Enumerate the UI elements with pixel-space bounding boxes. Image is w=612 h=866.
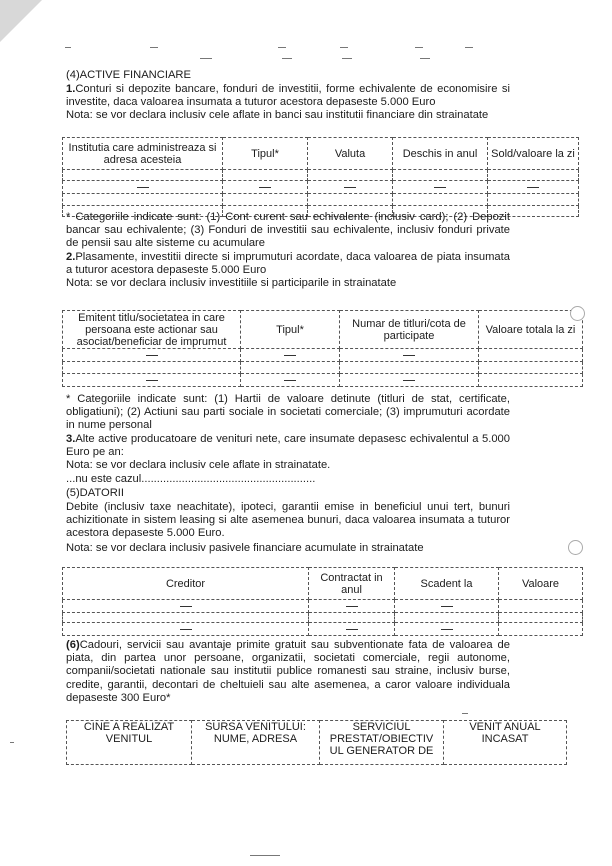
col-header-recipient: CINE A REALIZAT VENITUL bbox=[67, 721, 192, 765]
table-header-row bbox=[67, 721, 567, 765]
section-4-item-3-value: ...nu este cazul........................................................ bbox=[66, 473, 316, 485]
scan-mark bbox=[150, 47, 158, 48]
scan-mark bbox=[250, 855, 280, 856]
item-3-text: Alte active producatoare de venituri nete, care insumate depasesc echivalentul a 5.000 Euro pe an: bbox=[66, 433, 510, 459]
col-header-shares: Numar de titluri/cota de participate bbox=[340, 311, 479, 349]
col-header-annual-income: VENIT ANUAL INCASAT bbox=[444, 721, 567, 765]
table-row bbox=[63, 194, 579, 206]
col-header-contracted-year: Contractat in anul bbox=[309, 568, 395, 600]
table-row bbox=[63, 349, 583, 362]
col-header-type: Tipul* bbox=[223, 138, 308, 170]
table-row bbox=[63, 600, 583, 613]
table-header-row bbox=[63, 568, 583, 600]
item-2-text: Plasamente, investitii directe si imprumuturi acordate, daca valoarea de piata insumata a tuturor acestora depaseste 5.000 Euro bbox=[66, 251, 510, 277]
scan-mark bbox=[282, 58, 292, 59]
section-4-item-2-note: Nota: se vor declara inclusiv investitiile si participarile in strainatate bbox=[66, 277, 397, 289]
scan-mark bbox=[415, 47, 423, 48]
section-4-item-3 bbox=[66, 433, 510, 459]
col-header-type: Tipul* bbox=[241, 311, 340, 349]
col-header-total-value: Valoare totala la zi bbox=[479, 311, 583, 349]
section-6-body: Cadouri, servicii sau avantaje primite gratuit sau subventionate fata de valoarea de piata, din partea unor persoane, organizatii, societati comerciale, regii autonome, companii/societati nationale sau institutii publice romanesti sau straine, inclusiv burse, credite, garantii, decontari de cheltuieli sau alte asemenea, a caror valoare individuala depaseste 300 Euro* bbox=[66, 639, 510, 704]
item-2-number: 2. bbox=[66, 251, 76, 263]
col-header-balance: Sold/valoare la zi bbox=[488, 138, 579, 170]
gifts-table bbox=[66, 720, 567, 765]
table-row bbox=[63, 623, 583, 636]
scan-mark bbox=[420, 58, 430, 59]
col-header-institution: Institutia care administreaza si adresa acesteia bbox=[63, 138, 223, 170]
col-header-value: Valoare bbox=[499, 568, 583, 600]
scan-mark bbox=[65, 47, 71, 48]
table-header-row bbox=[63, 138, 579, 170]
punch-hole bbox=[570, 306, 585, 321]
table-row bbox=[63, 181, 579, 194]
debts-table bbox=[62, 567, 583, 636]
section-4-item-1-note: Nota: se vor declara inclusiv cele aflate in banci sau institutii financiare din strainatate bbox=[66, 109, 489, 121]
investments-table bbox=[62, 310, 583, 387]
item-1-text: Conturi si depozite bancare, fonduri de investitii, forme echivalente de economisire si investite, daca valoarea insumata a tuturor acestora depaseste 5.000 Euro bbox=[66, 83, 510, 109]
col-header-creditor: Creditor bbox=[63, 568, 309, 600]
scan-mark bbox=[465, 47, 473, 48]
scan-mark bbox=[10, 742, 14, 743]
table-row bbox=[63, 170, 579, 181]
footnote-investment-categories: * Categoriile indicate sunt: (1) Hartii de valoare detinute (titluri de stat, certificate, obligatiuni); (2) Actiuni sau parti sociale in societati comerciale; (3) imprumuturi acordate in nume personal bbox=[66, 393, 510, 432]
table-row bbox=[63, 613, 583, 623]
section-5-text: Debite (inclusiv taxe neachitate), ipoteci, garantii emise in beneficiul unui tert, bunuri achizitionate in sistem leasing si alte asemenea bunuri, daca valoarea insumata a tuturor acestora depaseste 5.000 Euro. bbox=[66, 501, 510, 540]
item-1-number: 1. bbox=[66, 83, 76, 95]
scan-corner-shadow bbox=[0, 0, 42, 42]
col-header-currency: Valuta bbox=[308, 138, 393, 170]
scan-mark bbox=[200, 58, 212, 59]
scan-mark bbox=[340, 47, 348, 48]
section-6-text bbox=[66, 639, 510, 705]
section-5-title: (5)DATORII bbox=[66, 487, 125, 499]
col-header-opened-year: Deschis in anul bbox=[393, 138, 488, 170]
table-header-row bbox=[63, 311, 583, 349]
table-row bbox=[63, 362, 583, 374]
scan-mark bbox=[462, 713, 468, 714]
section-5-note: Nota: se vor declara inclusiv pasivele financiare acumulate in strainatate bbox=[66, 542, 424, 554]
col-header-due-date: Scadent la bbox=[395, 568, 499, 600]
col-header-issuer: Emitent titlu/societatea in care persoana este actionar sau asociat/beneficiar de imprumut bbox=[63, 311, 241, 349]
col-header-income-source: SURSA VENITULUI: NUME, ADRESA bbox=[192, 721, 320, 765]
scan-mark bbox=[342, 58, 352, 59]
table-row bbox=[63, 374, 583, 387]
col-header-service: SERVICIUL PRESTAT/OBIECTIV UL GENERATOR DE bbox=[320, 721, 444, 765]
section-4-item-1 bbox=[66, 83, 510, 109]
scan-mark bbox=[278, 47, 286, 48]
section-4-title: (4)ACTIVE FINANCIARE bbox=[66, 69, 191, 81]
section-4-item-3-note: Nota: se vor declara inclusiv cele aflate in strainatate. bbox=[66, 459, 331, 471]
section-4-item-2 bbox=[66, 251, 510, 277]
section-6-number: (6) bbox=[66, 639, 80, 651]
punch-hole bbox=[568, 540, 583, 555]
item-3-number: 3. bbox=[66, 433, 76, 445]
bank-accounts-table bbox=[62, 137, 579, 217]
footnote-account-categories: * Categoriile indicate sunt: (1) Cont curent sau echivalente (inclusiv card); (2) Depozit bancar sau echivalente; (3) Fonduri de investitii sau echivalente, inclusiv fonduri private de pensii sau alte sisteme cu acumulare bbox=[66, 211, 510, 250]
